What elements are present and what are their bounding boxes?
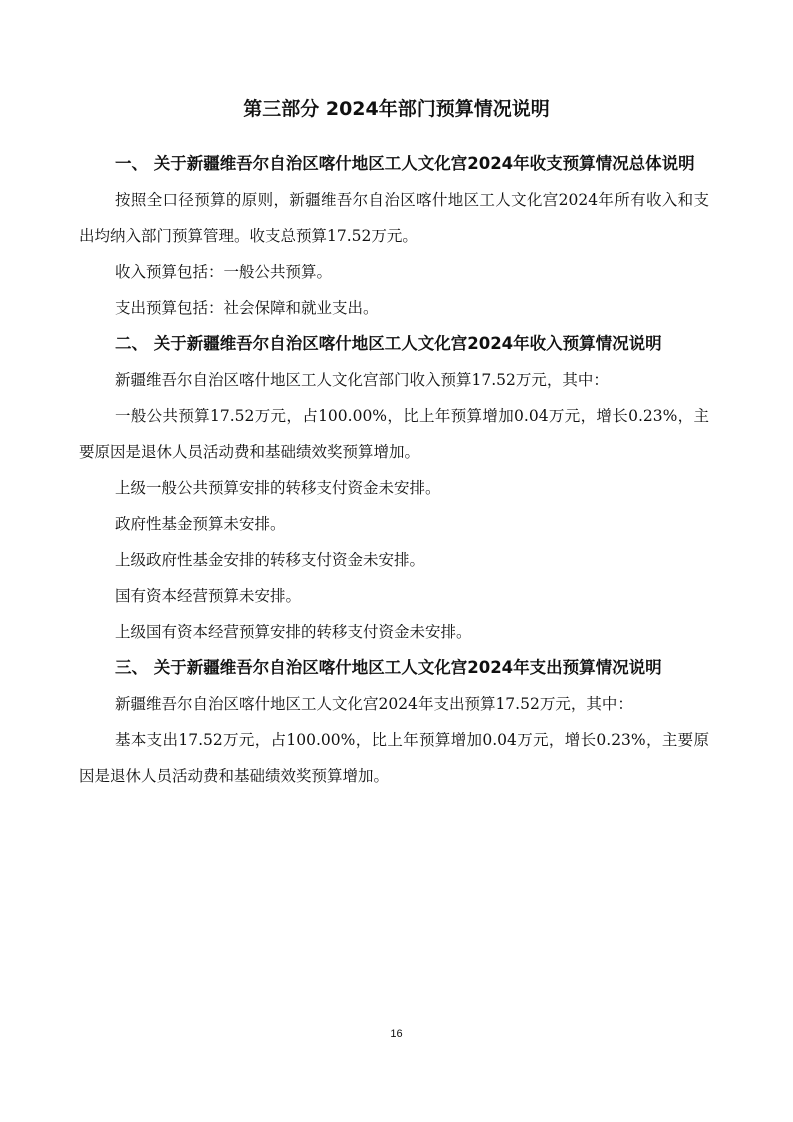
paragraph: 上级政府性基金安排的转移支付资金未安排。 xyxy=(115,551,426,569)
page-title: 第三部分 2024年部门预算情况说明 xyxy=(243,98,550,120)
paragraph: 收入预算包括：一般公共预算。 xyxy=(115,263,333,281)
paragraph: 国有资本经营预算未安排。 xyxy=(115,587,302,605)
section-heading: 二、 关于新疆维吾尔自治区喀什地区工人文化宫2024年收入预算情况说明 xyxy=(115,334,662,353)
paragraph: 基本支出17.52万元，占100.00%，比上年预算增加0.04万元，增长0.23%，主要原因是退休人员活动费和基础绩效奖预算增加。 xyxy=(79,731,709,785)
paragraph: 政府性基金预算未安排。 xyxy=(115,515,286,533)
paragraph: 上级国有资本经营预算安排的转移支付资金未安排。 xyxy=(115,623,472,641)
paragraph: 新疆维吾尔自治区喀什地区工人文化宫部门收入预算17.52万元，其中： xyxy=(115,371,609,389)
paragraph: 上级一般公共预算安排的转移支付资金未安排。 xyxy=(115,479,441,497)
document-body xyxy=(79,146,709,794)
section-3 xyxy=(79,650,709,794)
paragraph: 支出预算包括：社会保障和就业支出。 xyxy=(115,299,379,317)
page-number: 16 xyxy=(390,1028,403,1040)
paragraph: 一般公共预算17.52万元，占100.00%，比上年预算增加0.04万元，增长0.23%，主要原因是退休人员活动费和基础绩效奖预算增加。 xyxy=(79,407,709,461)
section-1 xyxy=(79,146,709,326)
section-heading: 三、 关于新疆维吾尔自治区喀什地区工人文化宫2024年支出预算情况说明 xyxy=(115,658,662,677)
section-heading: 一、 关于新疆维吾尔自治区喀什地区工人文化宫2024年收支预算情况总体说明 xyxy=(115,154,695,173)
paragraph: 按照全口径预算的原则，新疆维吾尔自治区喀什地区工人文化宫2024年所有收入和支出均纳入部门预算管理。收支总预算17.52万元。 xyxy=(79,191,709,245)
section-2 xyxy=(79,326,709,650)
paragraph: 新疆维吾尔自治区喀什地区工人文化宫2024年支出预算17.52万元，其中： xyxy=(115,695,633,713)
